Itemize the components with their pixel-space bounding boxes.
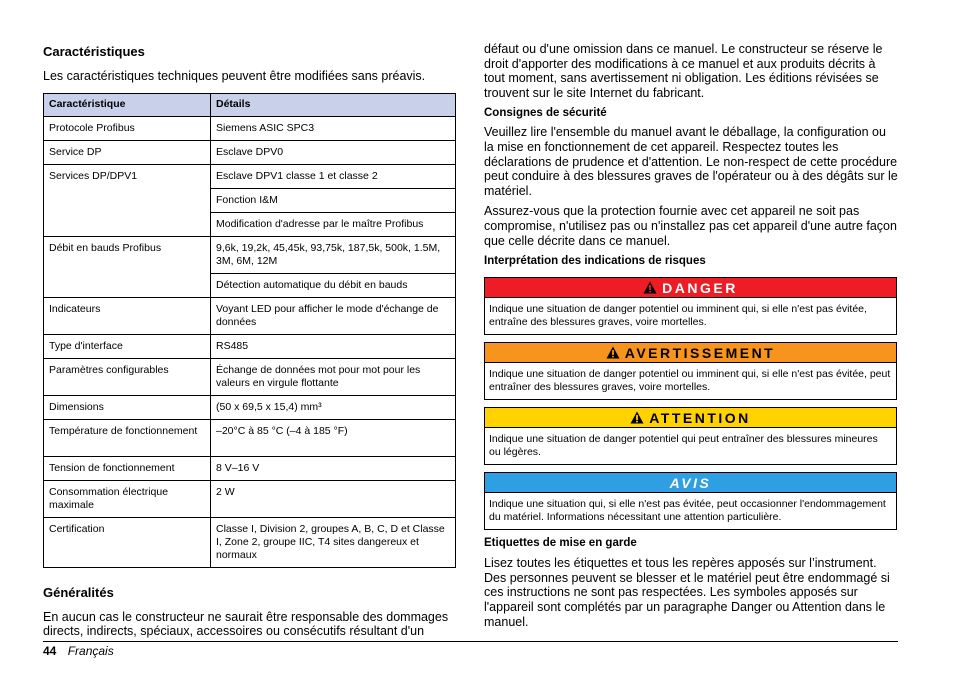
hazard-box xyxy=(484,277,897,335)
table-row xyxy=(44,517,456,567)
table-row xyxy=(44,358,456,395)
table-row xyxy=(44,140,456,164)
hazard-text: Indique une situation de danger potentiel qui peut entraîner des blessures mineures ou légères. xyxy=(489,433,878,459)
spec-label-cell: Certification xyxy=(44,517,211,567)
page-number: 44 xyxy=(43,644,57,658)
hazard-header xyxy=(485,278,896,298)
hazard-label: AVIS xyxy=(669,474,712,491)
hazard-boxes xyxy=(484,277,898,530)
warning-labels-text: Lisez toutes les étiquettes et tous les repères apposés sur l’instrument. Des personnes peuvent se blesser et le matériel peut être endommagé si ces instructions ne sont pas respectées. Les symboles apposés sur l'appareil sont complétés par un paragraphe Danger ou Attention dans le manuel. xyxy=(484,556,890,629)
spec-detail-cell: Échange de données mot pour mot pour les valeurs en virgule flottante xyxy=(211,358,456,395)
footer-language: Français xyxy=(67,644,114,658)
spec-label-cell: Service DP xyxy=(44,140,211,164)
table-row xyxy=(44,297,456,334)
spec-label-cell: Consommation électrique maximale xyxy=(44,480,211,517)
spec-detail-cell: Modification d'adresse par le maître Profibus xyxy=(211,212,456,236)
table-row xyxy=(44,116,456,140)
spec-label-cell: Protocole Profibus xyxy=(44,116,211,140)
spec-label-cell: Débit en bauds Profibus xyxy=(44,236,211,297)
hazard-label: DANGER xyxy=(662,279,738,296)
spec-label-cell: Services DP/DPV1 xyxy=(44,164,211,236)
specifications-table-body xyxy=(44,116,456,567)
spec-detail-cell: –20°C à 85 °C (–4 à 185 °F) xyxy=(211,419,456,456)
table-row xyxy=(44,480,456,517)
specifications-table xyxy=(43,93,456,568)
spec-label-cell: Dimensions xyxy=(44,395,211,419)
warning-triangle-icon xyxy=(630,411,644,424)
hazard-text: Indique une situation de danger potentiel ou imminent qui, si elle n'est pas évitée, peut entraîner des blessures graves, voire mortelles. xyxy=(489,368,891,394)
hazard-box xyxy=(484,407,897,465)
warning-triangle-icon xyxy=(606,346,620,359)
spec-detail-cell: 9,6k, 19,2k, 45,45k, 93,75k, 187,5k, 500k, 1.5M, 3M, 6M, 12M xyxy=(211,236,456,273)
warning-triangle-icon xyxy=(643,281,657,294)
hazard-text: Indique une situation qui, si elle n'est pas évitée, peut occasionner l'endommagement du matériel. Informations nécessitant une attention particulière. xyxy=(489,498,886,524)
right-column xyxy=(484,42,898,629)
safety-title: Consignes de sécurité xyxy=(484,107,607,120)
spec-detail-cell: (50 x 69,5 x 15,4) mm³ xyxy=(211,395,456,419)
hazard-header xyxy=(485,343,896,363)
general-text-continued: défaut ou d'une omission dans ce manuel. Le constructeur se réserve le droit d'apporter des modifications à ce manuel et aux produits décrits à tout moment, sans avertissement ni obligation. Les éditions révisées se trouvent sur le site Internet du fabricant. xyxy=(484,42,883,100)
warning-labels-title: Etiquettes de mise en garde xyxy=(484,537,637,550)
spec-detail-cell: 8 V–16 V xyxy=(211,456,456,480)
spec-detail-cell: Voyant LED pour afficher le mode d'échange de données xyxy=(211,297,456,334)
table-header-row xyxy=(44,93,456,116)
table-row xyxy=(44,456,456,480)
hazard-interpretation-title: Interprétation des indications de risques xyxy=(484,255,706,268)
table-header-cell: Détails xyxy=(211,93,456,116)
spec-detail-cell: Détection automatique du débit en bauds xyxy=(211,273,456,297)
spec-detail-cell: RS485 xyxy=(211,334,456,358)
spec-label-cell: Tension de fonctionnement xyxy=(44,456,211,480)
table-header-cell: Caractéristique xyxy=(44,93,211,116)
safety-paragraph-1: Veuillez lire l'ensemble du manuel avant le déballage, la configuration ou la mise en fonctionnement de cet appareil. Respectez toutes les déclarations de prudence et d'attention. Le non-respect de cette procédure peut conduire à des blessures graves de l'opérateur ou à des dégâts sur le matériel. xyxy=(484,125,898,198)
left-column xyxy=(43,44,456,639)
hazard-header xyxy=(485,408,896,428)
page-footer xyxy=(43,644,114,658)
spec-detail-cell: Classe I, Division 2, groupes A, B, C, D et Classe I, Zone 2, groupe IIC, T4 sites dangereux et normaux xyxy=(211,517,456,567)
spec-detail-cell: 2 W xyxy=(211,480,456,517)
hazard-box xyxy=(484,472,897,530)
table-row xyxy=(44,164,456,188)
hazard-text: Indique une situation de danger potentiel ou imminent qui, si elle n'est pas évitée, entraîne des blessures graves, voire mortelles. xyxy=(489,303,867,329)
spec-label-cell: Température de fonctionnement xyxy=(44,419,211,456)
hazard-box xyxy=(484,342,897,400)
spec-detail-cell: Esclave DPV1 classe 1 et classe 2 xyxy=(211,164,456,188)
table-row xyxy=(44,419,456,456)
table-row xyxy=(44,334,456,358)
safety-paragraph-2: Assurez-vous que la protection fournie avec cet appareil ne soit pas compromise, n'utilisez pas ou n'installez pas cet appareil d'une autre façon que celle décrite dans ce manuel. xyxy=(484,204,897,248)
spec-label-cell: Paramètres configurables xyxy=(44,358,211,395)
spec-label-cell: Type d'interface xyxy=(44,334,211,358)
hazard-label: AVERTISSEMENT xyxy=(624,344,776,361)
spec-label-cell: Indicateurs xyxy=(44,297,211,334)
section-title-specifications: Caractéristiques xyxy=(43,44,145,59)
spec-detail-cell: Fonction I&M xyxy=(211,188,456,212)
specifications-intro: Les caractéristiques techniques peuvent être modifiées sans préavis. xyxy=(43,69,426,83)
hazard-header xyxy=(485,473,896,493)
spec-detail-cell: Esclave DPV0 xyxy=(211,140,456,164)
table-row xyxy=(44,395,456,419)
hazard-label: ATTENTION xyxy=(649,409,751,426)
general-text: En aucun cas le constructeur ne saurait être responsable des dommages directs, indirects, spéciaux, accessoires ou consécutifs résultant d'un xyxy=(43,609,449,639)
footer-divider xyxy=(43,641,898,642)
spec-detail-cell: Siemens ASIC SPC3 xyxy=(211,116,456,140)
table-row xyxy=(44,236,456,273)
section-title-general: Généralités xyxy=(43,584,114,600)
